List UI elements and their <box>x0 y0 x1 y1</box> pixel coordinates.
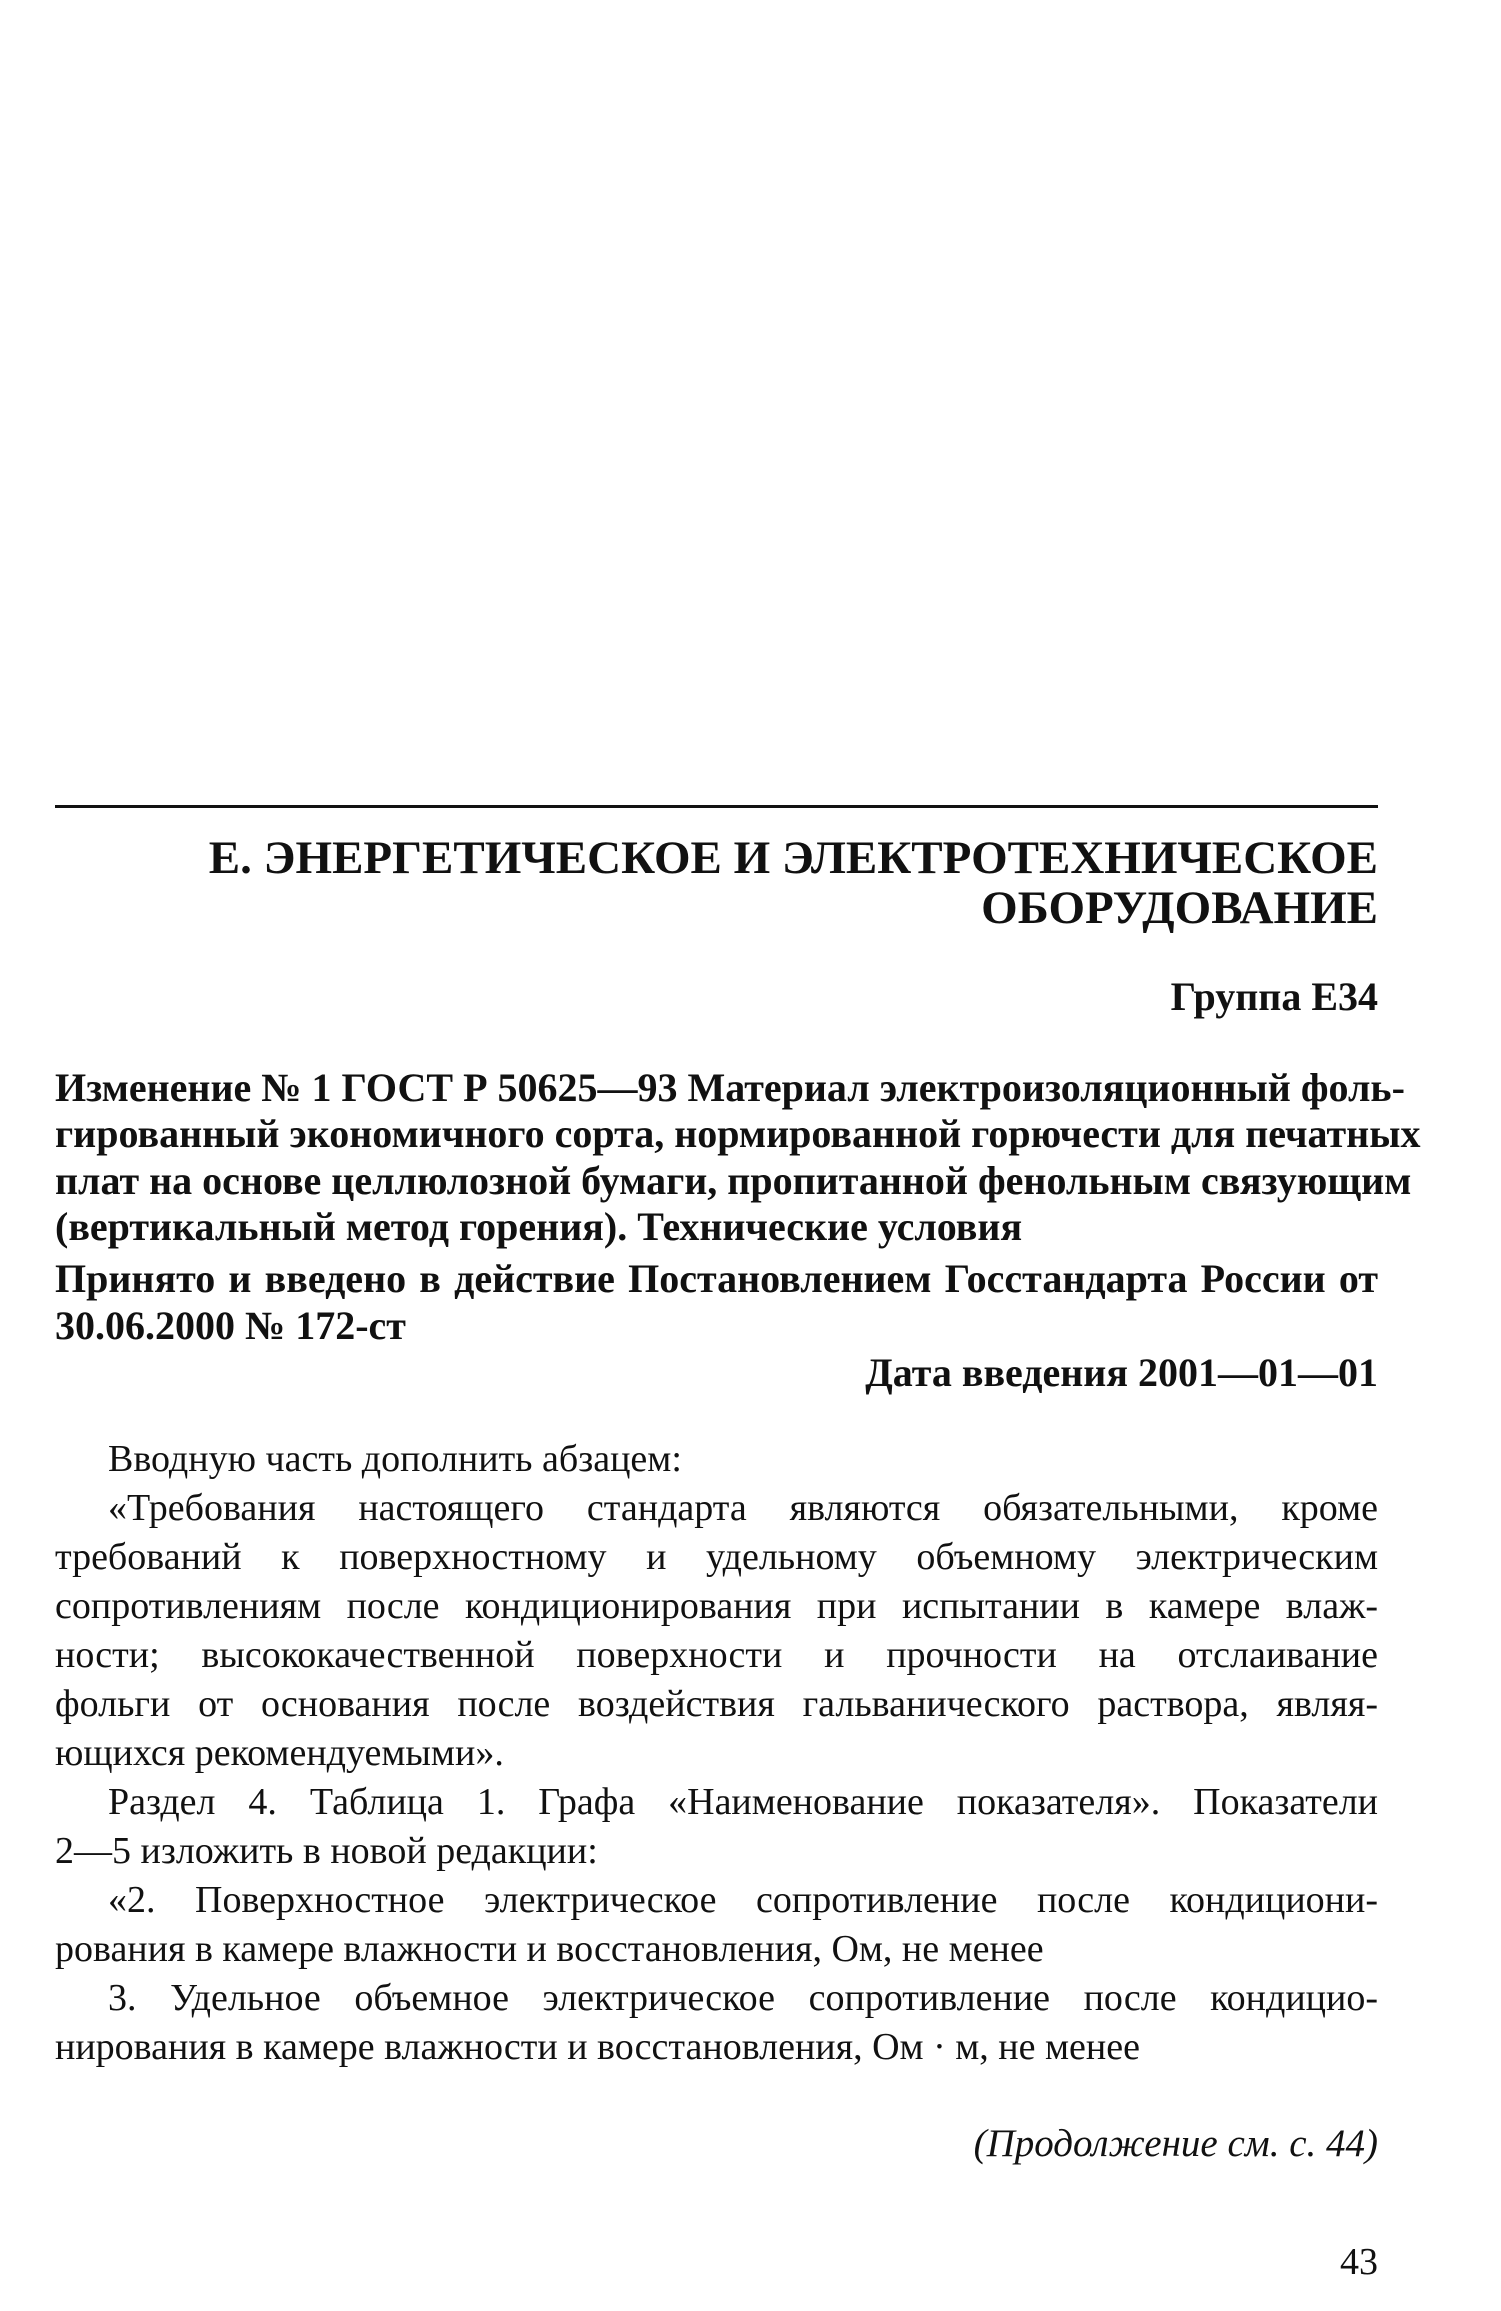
body-line: рования в камере влажности и восстановления, Ом, не менее <box>55 1928 1044 1970</box>
amendment-title-line: Изменение № 1 ГОСТ Р 50625—93 Материал электроизоляционный фоль- <box>55 1065 1405 1110</box>
adoption-line: Принято и введено в действие Постановлением Госстандарта России от <box>55 1256 1378 1301</box>
section-divider <box>55 805 1378 808</box>
body-line: требований к поверхностному и удельному объемному электрическим <box>55 1536 1378 1578</box>
body-line: Вводную часть дополнить абзацем: <box>108 1438 682 1480</box>
group-label: Группа Е34 <box>1170 974 1378 1019</box>
body-line: «Требования настоящего стандарта являются обязательными, кроме <box>108 1487 1378 1529</box>
body-line: ющихся рекомендуемыми». <box>55 1732 504 1774</box>
body-line: 3. Удельное объемное электрическое сопротивление после кондицио- <box>108 1977 1378 2019</box>
amendment-title-line: гированный экономичного сорта, нормированной горючести для печатных <box>55 1111 1421 1156</box>
body-line: ности; высококачественной поверхности и прочности на отслаивание <box>55 1634 1378 1676</box>
amendment-title-line: (вертикальный метод горения). Технические условия <box>55 1204 1023 1249</box>
body-line: Раздел 4. Таблица 1. Графа «Наименование показателя». Показатели <box>108 1781 1378 1823</box>
effective-date: Дата введения 2001—01—01 <box>865 1350 1378 1395</box>
page-number: 43 <box>1340 2241 1378 2283</box>
continuation-note: (Продолжение см. с. 44) <box>973 2122 1378 2165</box>
adoption-line: 30.06.2000 № 172-ст <box>55 1303 406 1348</box>
section-heading-line-1: Е. ЭНЕРГЕТИЧЕСКОЕ И ЭЛЕКТРОТЕХНИЧЕСКОЕ <box>208 832 1378 884</box>
body-line: 2—5 изложить в новой редакции: <box>55 1830 598 1872</box>
amendment-title-line: плат на основе целлюлозной бумаги, пропитанной фенольным связующим <box>55 1158 1412 1203</box>
body-line: фольги от основания после воздействия гальванического раствора, являя- <box>55 1683 1378 1725</box>
body-line: нирования в камере влажности и восстановления, Ом · м, не менее <box>55 2026 1140 2068</box>
body-line: сопротивлениям после кондиционирования при испытании в камере влаж- <box>55 1585 1378 1627</box>
section-heading-line-2: ОБОРУДОВАНИЕ <box>981 882 1378 934</box>
body-line: «2. Поверхностное электрическое сопротивление после кондициони- <box>108 1879 1378 1921</box>
